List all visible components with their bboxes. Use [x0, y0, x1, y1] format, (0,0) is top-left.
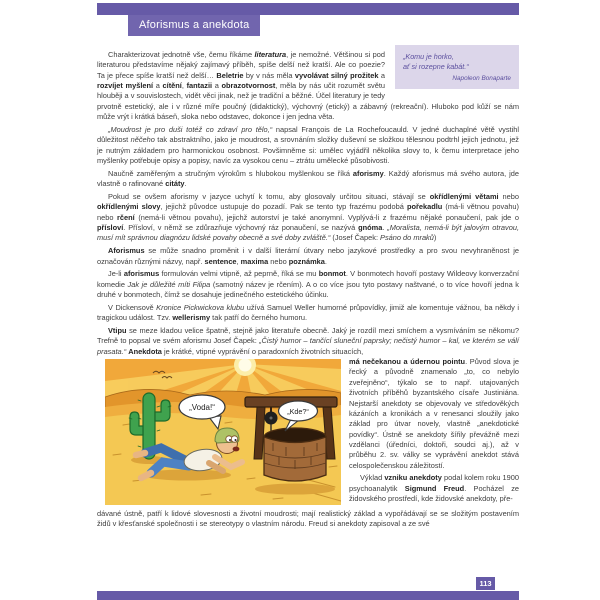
man-bubble-text: „Voda!“ — [189, 403, 215, 413]
wrap-text-column — [349, 357, 519, 505]
paragraph: má nečekanou a údernou pointu. Původ slova je řecký a původně znamenalo „to, co nebylo zveřejněno“, týkalo se to např. utajovaných životních příběhů byzantského císaře Justiniána. Nejstarší anekdoty se objevovaly ve středověkých kázáních a kronikách a v renesanci sloužily jako základ pro útvar novely, vlastně „anekdotické povídky“. Ústně se anekdoty šířily převážně mezi vzdělanci (úředníci, doktoři, soudci aj.), až v průběhu 2. sv. války se vyprávění anekdot stává celospolečenskou záležitostí. — [349, 357, 519, 470]
bottom-section — [97, 357, 519, 530]
sun-core — [239, 359, 252, 372]
paragraph: Výklad vzniku anekdoty podal kolem roku 1900 psychoanalytik Sigmund Freud. Pocházel ze židovského prostředí, kde židovské anekdoty, pře- — [349, 473, 520, 504]
paragraph: Aforismus se může snadno proměnit i v další literární útvary nebo jazykové prostředky a pro svou nevyhraněnost je označován různými názvy, např. sentence, maxima nebo poznámka. — [97, 246, 519, 266]
paragraph: dávané ústně, patří k lidové slovesnosti a životní moudrosti; mají realistický základ a vypořádávají se se složitým postavením židů v křesťanské společnosti i se stereotypy o vlastním národu. Freud si anekdoty zapisoval a ze své — [97, 509, 519, 529]
quote-line: „Komu je horko, — [403, 52, 454, 61]
cartoon-illustration — [105, 359, 341, 505]
main-text-column — [97, 50, 519, 532]
header-accent-bar — [97, 3, 519, 15]
quote-box — [395, 45, 519, 89]
quote-line: ať si rozepne kabát.“ — [403, 61, 469, 71]
paragraph: Pokud se ovšem aforismy v jazyce uchytí k tomu, aby glosovaly určitou situaci, stávají se okřídlenými větami nebo okřídlenými slovy, jejichž původce ustupuje do pozadí. Pak se tento typ frazému podobá pořekadlu (má-li větnou povahu) nebo rčení (nemá-li větnou povahu), jejichž autorství je také anonymní. Vyplývá-li z frazému nějaké ponaučení, pak jde o přísloví. Přísloví, v němž se zdůrazňuje výchovný ráz ponaučení, se nazývá gnóma. „Moralista, nemá-li být jalovým otravou, musí mít správnou diagnózu lidské povahy obecně a své doby zvláště.“ (Josef Čapek: Psáno do mraků) — [97, 191, 520, 243]
paragraph: Vtipu se meze kladou velice špatně, stejně jako literatuře obecně. Jaký je rozdíl mezi smíchem a vysmíváním se někomu? Trefně to popsal ve svém aforismu Josef Čapek: „Čistý humor – tančící sluneční paprsky; nečistý humor – kal, ve kterém se válí prasata.“ Anekdota je krátké, vtipné vyprávění o paradoxních životních situacích, — [97, 326, 519, 356]
paragraph: V Dickensově Kronice Pickwickova klubu užívá Samuel Weller humorné průpovídky, jimiž ale komentuje vážnou, ba někdy i tragickou událost. Tzv. wellerismy tak patří do černého humoru. — [97, 302, 519, 323]
paragraph: „Moudrost je pro duši totéž co zdraví pro tělo,“ napsal François de La Rochefoucauld. V jedné duchaplné větě vystihl důležitost něčeho tak abstraktního, jako je moudrost, a srovnáním složky duševní se složkou tělesnou podtrhl jejich jednotu, jež je nutným základem pro harmonickou osobnost. Povšimněme si: umělec vyjádřil několika slovy to, k čemu interpretace jeho myšlenky potřebuje opisy a popisy, navíc za vysokou cenu – ztrátu umělecké působivosti. — [97, 124, 520, 165]
quote-attribution: Napoleon Bonaparte — [452, 75, 511, 83]
well-bubble-text: „Kde?“ — [287, 407, 309, 417]
footer-accent-bar — [97, 591, 519, 600]
chapter-title: Aforismus a anekdota — [128, 15, 260, 36]
paragraph: Naučně zaměřeným a stručným výrokům s hlubokou myšlenkou se říká aforismy. Každý aforismus má svého autora, jde vlastně o rafinované citáty. — [97, 168, 520, 189]
page-number: 113 — [476, 577, 495, 590]
paragraph: Charakterizovat jednotně vše, čemu říkáme literatura, je nemožné. Většinou si pod literaturou představíme nějaký zajímavý příběh, spíše delší než kratší. Ale co poezie? Ta je přece spíše kratší než delší… Beletrie by v nás měla vyvolávat silný prožitek a rozvíjet myšlení a cítění, fantazii a obrazotvornost, měla by nás učit rozumět světu hlouběji a v souvislostech, vidět věci jinak, než je tradiční a běžné. Účel literatury je tedy prvotně estetický, ale i v různé míře poučný (didaktický), výchovný (etický) a zábavný (rekreační). Hluboko pod kůží se nám může vrýt i krátká báseň, sloka nebo odstavec, dokonce i jen jedna věta. — [97, 50, 519, 122]
paragraph: Je-li aforismus formulován velmi vtipně, až peprně, říká se mu bonmot. V bonmotech hovoří postavy Wildeovy konverzační komedie Jak je důležité míti Filipa (samotný název je rčením). A o co více jsou tyto postavy naštvané, o to více hovoří jedna k druhé v bonmotech, čímž se dosahuje jedinečného estetického účinku. — [97, 269, 520, 300]
